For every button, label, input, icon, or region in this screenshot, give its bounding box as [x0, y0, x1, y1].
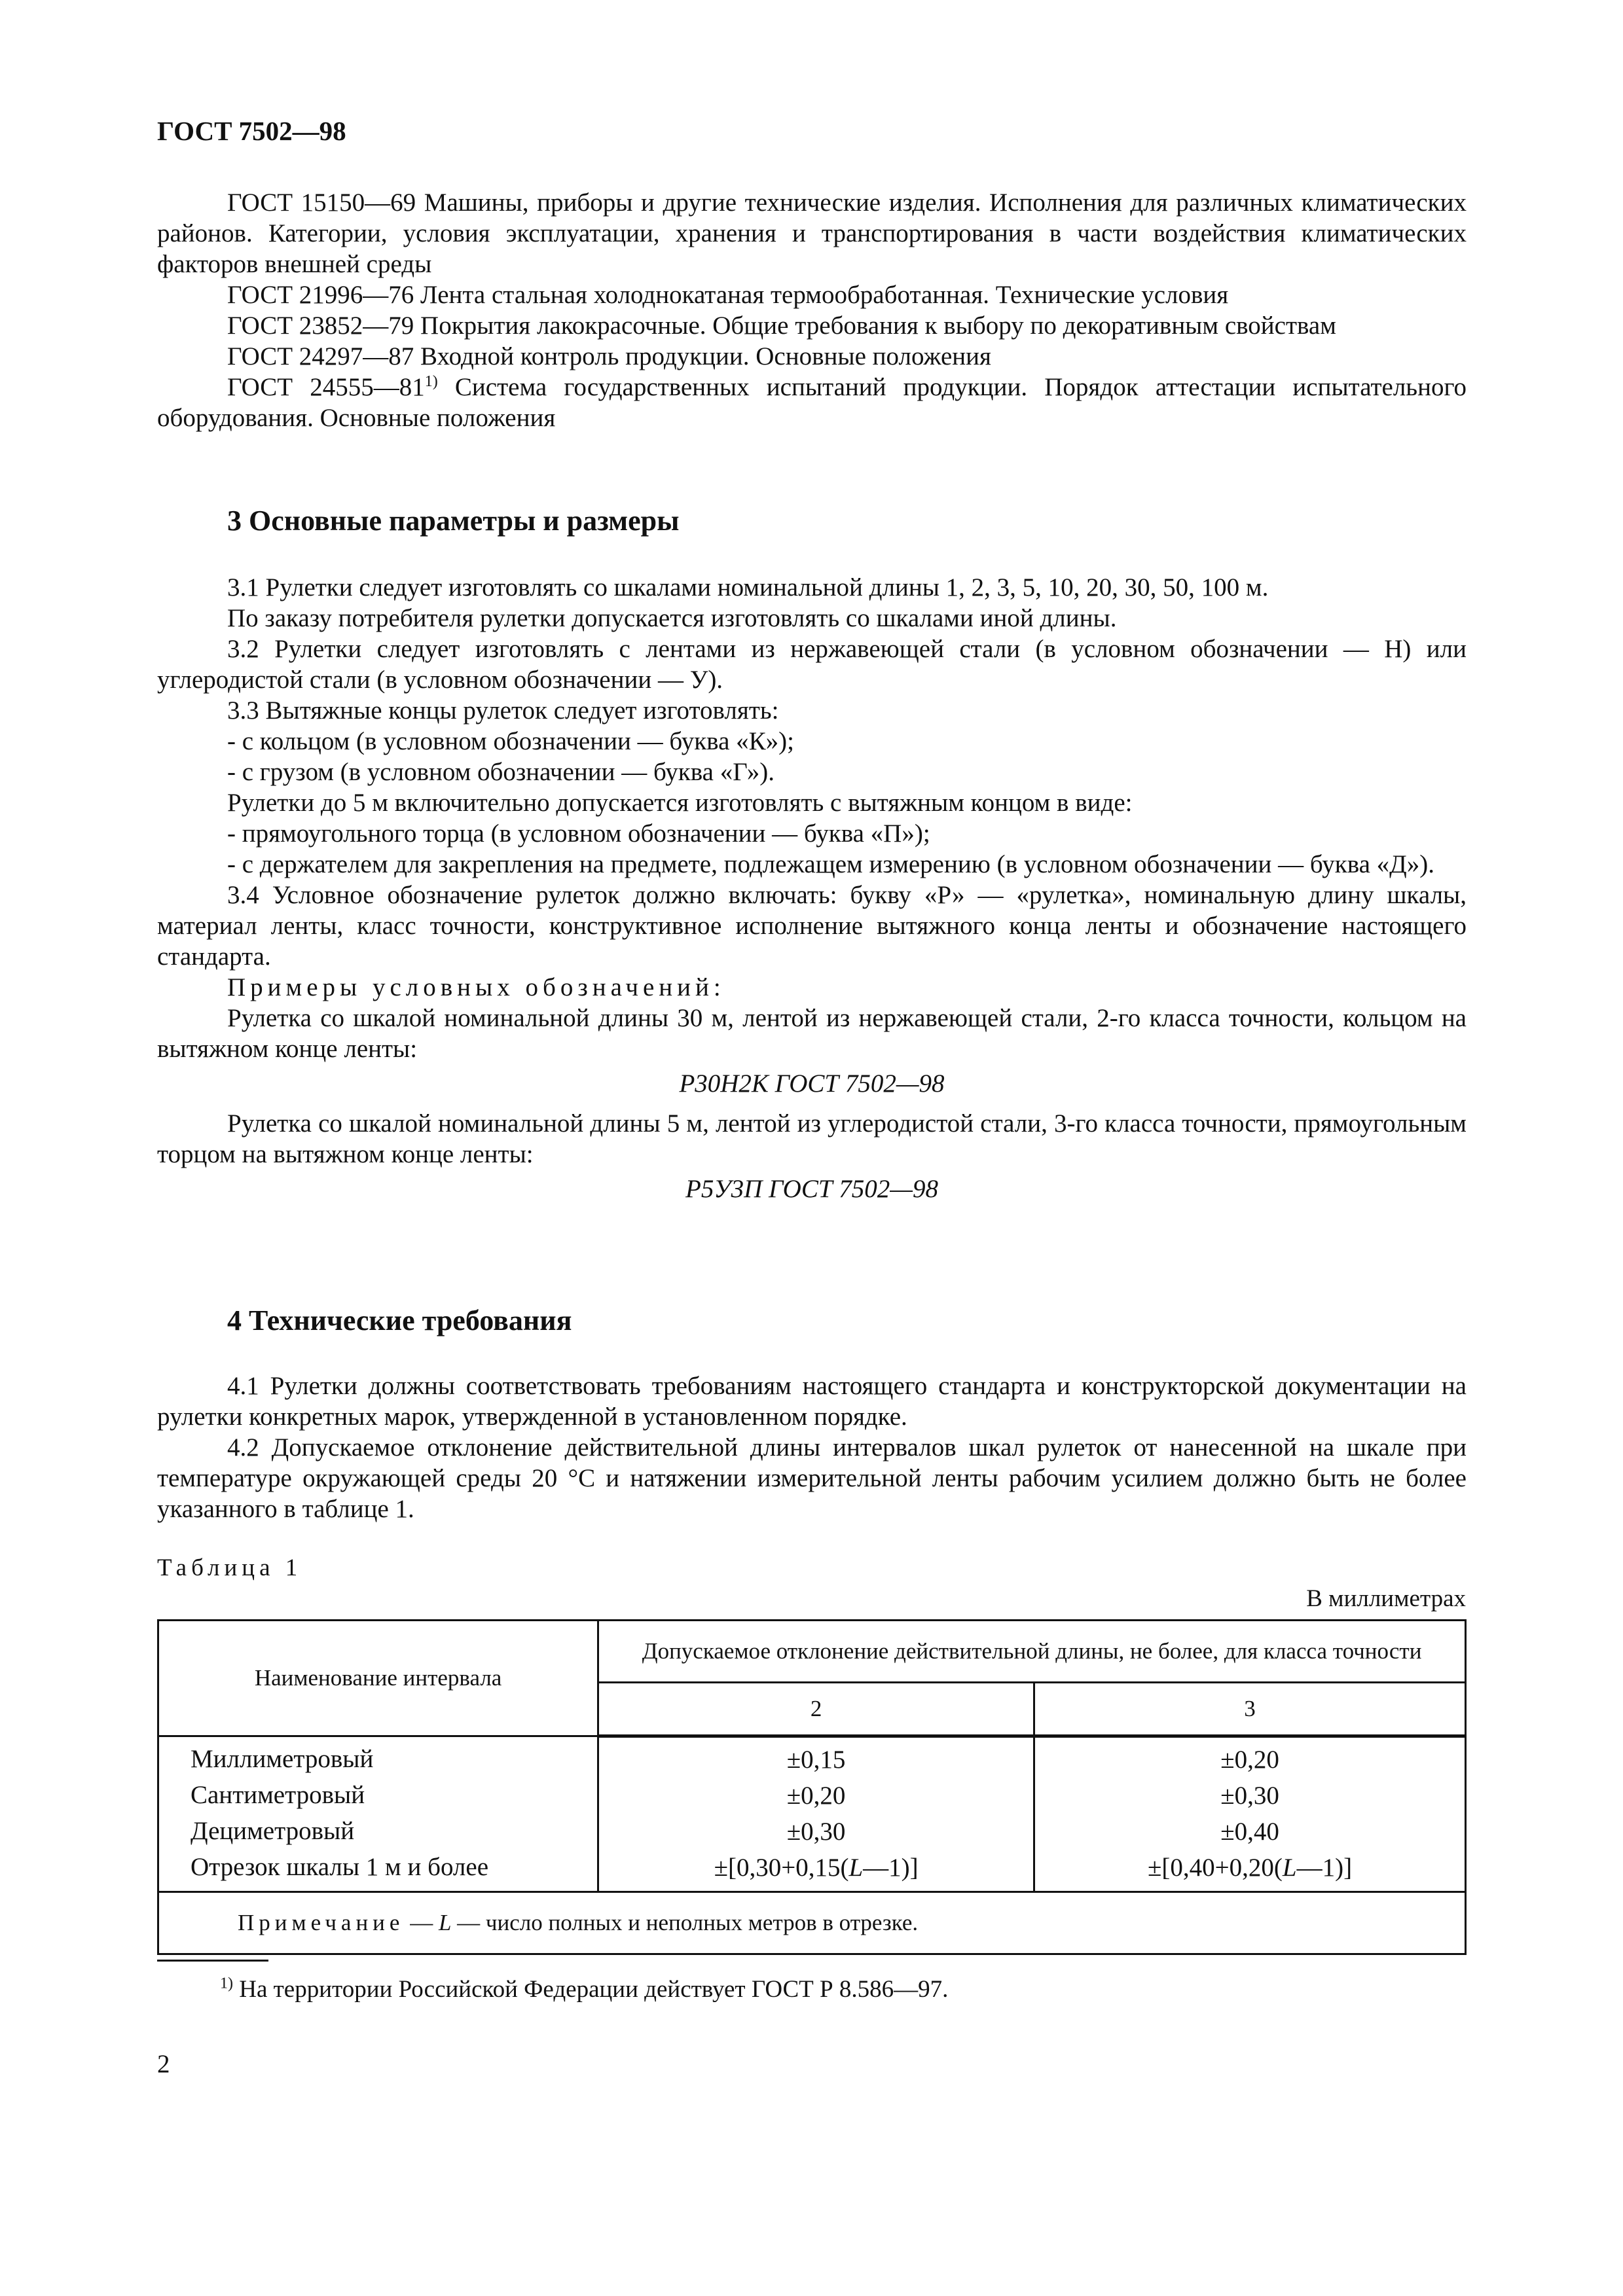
column-header-interval: Наименование интервала — [158, 1621, 598, 1736]
paragraph-3-1: 3.1 Рулетки следует изготовлять со шкалами номинальной длины 1, 2, 3, 5, 10, 20, 30, 50, 100 м. — [227, 573, 1269, 601]
list-item: - с грузом (в условном обозначении — буква «Г»). — [227, 758, 775, 786]
table-cell: ±0,20 — [1220, 1746, 1279, 1774]
reference-item: ГОСТ 21996—76 Лента стальная холоднокатаная термообработанная. Технические условия — [227, 281, 1229, 309]
formula-part: ±[0,30+0,15( — [714, 1854, 849, 1882]
formula-part: —1)] — [1296, 1854, 1353, 1882]
example-text: Рулетка со шкалой номинальной длины 30 м, лентой из нержавеющей стали, 2-го класса точности, кольцом на вытяжном конце ленты: — [157, 1004, 1467, 1063]
paragraph: По заказу потребителя рулетки допускается изготовлять со шкалами иной длины. — [227, 604, 1117, 632]
table-note — [158, 1892, 1466, 1954]
example-designation: Р5У3П ГОСТ 7502—98 — [685, 1175, 938, 1203]
table-cell: ±0,15 — [786, 1746, 846, 1774]
paragraph-4-2: 4.2 Допускаемое отклонение действительной длины интервалов шкал рулеток от нанесенной на шкале при температуре окружающей среды 20 °С и натяжении измерительной ленты рабочим усилием должно быть не более указанного в таблице 1. — [157, 1433, 1467, 1523]
table-cell: Отрезок шкалы 1 м и более — [191, 1853, 489, 1881]
table-cell: Сантиметровый — [191, 1781, 365, 1809]
page-number: 2 — [157, 2050, 170, 2078]
example-text: Рулетка со шкалой номинальной длины 5 м, лентой из углеродистой стали, 3-го класса точности, прямоугольным торцом на вытяжном конце ленты: — [157, 1109, 1467, 1168]
formula-variable: L — [1282, 1854, 1297, 1882]
formula-part: ±[0,40+0,20( — [1148, 1854, 1283, 1882]
paragraph: Рулетки до 5 м включительно допускается изготовлять с вытяжным концом в виде: — [227, 789, 1133, 817]
section-3-title: 3 Основные параметры и размеры — [227, 505, 680, 537]
footnote-text: На территории Российской Федерации действует ГОСТ Р 8.586—97. — [233, 1976, 949, 2003]
list-item: - с кольцом (в условном обозначении — буква «К»); — [227, 727, 794, 755]
table-body — [158, 1736, 1466, 1892]
list-item: - прямоугольного торца (в условном обозначении — буква «П»); — [227, 819, 930, 848]
examples-label: Примеры условных обозначений: — [227, 973, 725, 1001]
table-caption: Таблица 1 — [157, 1554, 302, 1581]
column-header-class-3: 3 — [1034, 1683, 1466, 1736]
column-header-class-2: 2 — [598, 1683, 1034, 1736]
normative-references — [157, 187, 1467, 433]
footnote — [220, 1975, 948, 2003]
document-header: ГОСТ 7502—98 — [157, 116, 346, 146]
table-cell: ±0,30 — [786, 1818, 846, 1846]
reference-item: ГОСТ 15150—69 Машины, приборы и другие технические изделия. Исполнения для различных климатических районов. Категории, условия эксплуатации, хранения и транспортирования в части воздействия климатических факторов внешней среды — [157, 188, 1467, 278]
table-cell: Миллиметровый — [191, 1745, 374, 1773]
note-dash: — — [404, 1910, 439, 1935]
formula-part: —1)] — [863, 1854, 919, 1882]
section-3-body — [157, 572, 1467, 1204]
reference-text: Система государственных испытаний продукции. Порядок аттестации испытательного оборудования. Основные положения — [157, 373, 1467, 432]
table-cell: ±0,20 — [786, 1782, 846, 1810]
table-unit: В миллиметрах — [1306, 1585, 1466, 1612]
footnote-marker: 1) — [424, 373, 438, 390]
note-text: — число полных и неполных метров в отрезке. — [451, 1910, 919, 1935]
class-3-values-cell — [1034, 1736, 1466, 1892]
list-item: - с держателем для закрепления на предмете, подлежащем измерению (в условном обозначении — буква «Д»). — [227, 850, 1435, 878]
paragraph-4-1: 4.1 Рулетки должны соответствовать требованиям настоящего стандарта и конструкторской документации на рулетки конкретных марок, утвержденной в установленном порядке. — [157, 1372, 1467, 1431]
paragraph-3-2: 3.2 Рулетки следует изготовлять с лентами из нержавеющей стали (в условном обозначении — Н) или углеродистой стали (в условном обозначении — У). — [157, 635, 1467, 694]
column-header-group: Допускаемое отклонение действительной длины, не более, для класса точности — [598, 1621, 1466, 1683]
reference-item — [157, 372, 1467, 433]
note-label: Примечание — [238, 1910, 405, 1935]
table-cell: Дециметровый — [191, 1817, 355, 1845]
table-note-row — [158, 1892, 1466, 1954]
reference-item: ГОСТ 23852—79 Покрытия лакокрасочные. Общие требования к выбору по декоративным свойствам — [227, 312, 1336, 340]
table-cell: ±0,30 — [1220, 1782, 1279, 1810]
section-4-title: 4 Технические требования — [227, 1304, 572, 1336]
table-cell: ±0,40 — [1220, 1818, 1279, 1846]
footnote-marker: 1) — [220, 1975, 233, 1992]
class-2-values-cell — [598, 1736, 1034, 1892]
reference-code: ГОСТ 24555—81 — [227, 373, 425, 401]
formula-variable: L — [848, 1854, 864, 1882]
interval-names-cell — [158, 1736, 598, 1892]
paragraph-3-3: 3.3 Вытяжные концы рулеток следует изготовлять: — [227, 696, 779, 725]
example-designation: Р30Н2К ГОСТ 7502—98 — [679, 1069, 945, 1098]
reference-item: ГОСТ 24297—87 Входной контроль продукции. Основные положения — [227, 342, 991, 370]
section-4-body — [157, 1371, 1467, 1524]
table-cell — [600, 1850, 1032, 1886]
table-header-row — [158, 1621, 1466, 1683]
table-1 — [157, 1619, 1467, 1955]
note-variable: L — [438, 1910, 452, 1935]
table-cell — [1036, 1850, 1464, 1886]
paragraph-3-4: 3.4 Условное обозначение рулеток должно включать: букву «Р» — «рулетка», номинальную длину шкалы, материал ленты, класс точности, конструктивное исполнение вытяжного конца ленты и обозначение настоящего стандарта. — [157, 881, 1467, 971]
footnote-separator — [157, 1960, 268, 1962]
